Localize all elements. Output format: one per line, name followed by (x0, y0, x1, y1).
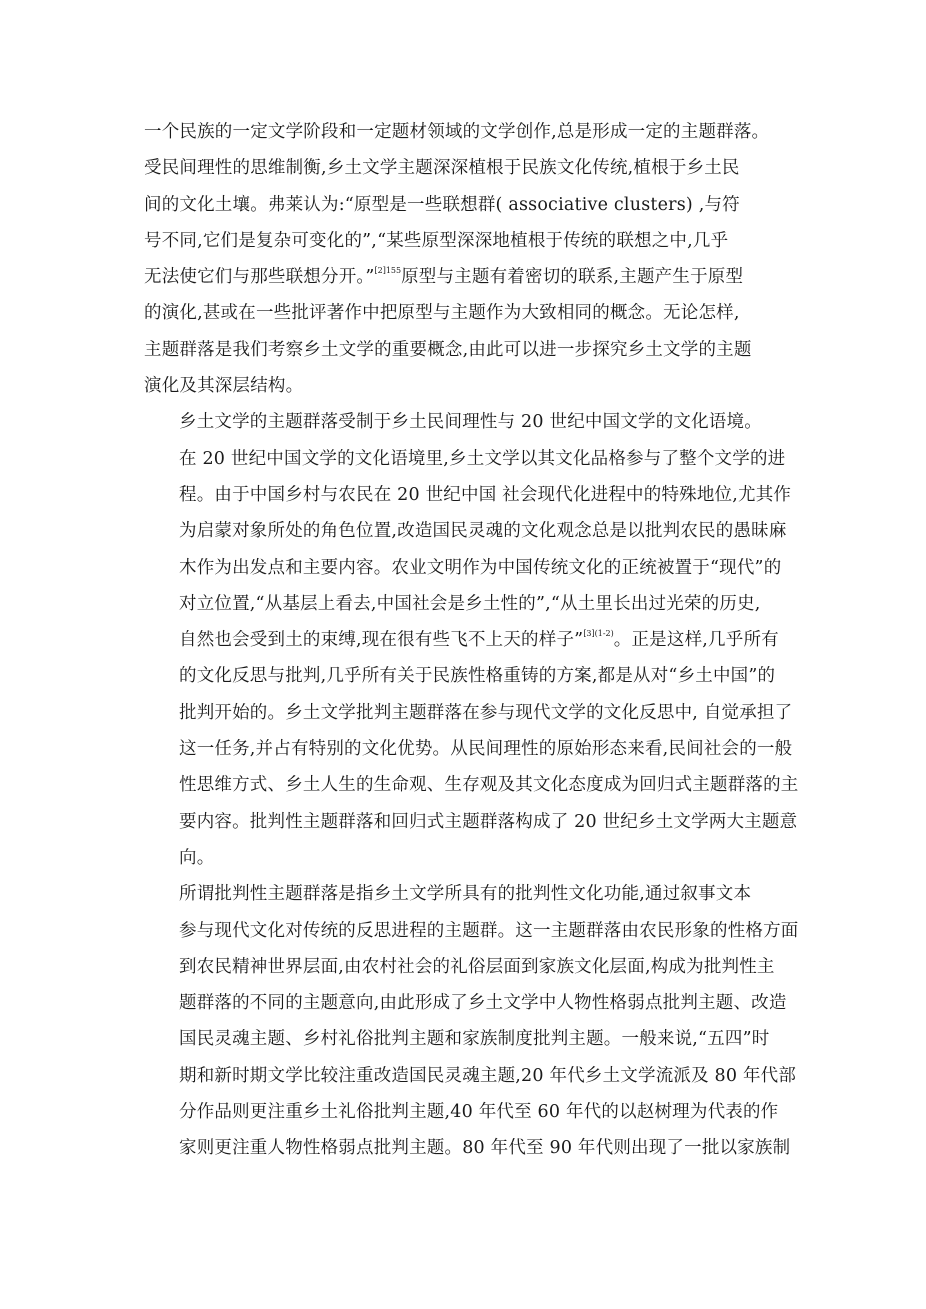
text-segment: 分作品则更注重乡土礼俗批判主题,40 年代至 60 年代的以赵树理为代表的作 (179, 1102, 779, 1123)
text-line (144, 876, 789, 912)
body-text (144, 114, 799, 1167)
text-segment: 在 20 世纪中国文学的文化语境里,乡土文学以其文化品格参与了整个文学的进 (179, 448, 786, 469)
text-segment: 为启蒙对象所处的角色位置,改造国民灵魂的文化观念总是以批判农民的愚昧麻 (179, 521, 787, 542)
text-line (144, 985, 789, 1021)
text-line (144, 1058, 797, 1094)
text-line (144, 695, 793, 731)
text-segment: 无法使它们与那些联想分开。” (144, 267, 375, 288)
paragraph (144, 114, 789, 404)
text-segment: 性思维方式、乡土人生的生命观、生存观及其文化态度成为回归式主题群落的主 (179, 775, 799, 796)
text-segment: 间的文化土壤。弗莱认为:“原型是一些联想群( associative clusters) ,与符 (144, 194, 740, 215)
text-segment: 。正是这样,几乎所有 (613, 630, 779, 651)
text-segment: 国民灵魂主题、乡村礼俗批判主题和家族制度批判主题。一般来说,“五四”时 (179, 1029, 770, 1050)
text-segment: 期和新时期文学比较注重改造国民灵魂主题,20 年代乡土文学流派及 80 年代部 (179, 1065, 797, 1086)
text-line (144, 477, 792, 513)
text-line (144, 332, 789, 368)
text-line (144, 840, 789, 876)
text-segment: 到农民精神世界层面,由农村社会的礼俗层面到家族文化层面,构成为批判性主 (179, 956, 775, 977)
text-line (144, 368, 789, 404)
text-segment: 要内容。批判性主题群落和回归式主题群落构成了 20 世纪乡土文学两大主题意 (179, 811, 798, 832)
text-segment: 批判开始的。乡土文学批判主题群落在参与现代文学的文化反思中, 自觉承担了 (179, 702, 793, 723)
text-segment: 参与现代文化对传统的反思进程的主题群。这一主题群落由农民形象的性格方面 (179, 920, 799, 941)
text-segment: 所谓批判性主题群落是指乡土文学所具有的批判性文化功能,通过叙事文本 (179, 884, 752, 905)
text-line (144, 259, 789, 295)
citation-reference: [3](1-2) (583, 629, 614, 639)
text-line (144, 550, 789, 586)
text-line (144, 1021, 789, 1057)
text-line (144, 114, 789, 150)
text-line (144, 295, 789, 331)
text-segment: 号不同,它们是复杂可变化的”,“某些原型深深地植根于传统的联想之中,几乎 (144, 230, 729, 251)
text-line (144, 622, 789, 658)
text-line (144, 949, 789, 985)
text-segment: 主题群落是我们考察乡土文学的重要概念,由此可以进一步探究乡土文学的主题 (144, 339, 752, 360)
text-segment: 程。由于中国乡村与农民在 20 世纪中国 社会现代化进程中的特殊地位,尤其作 (179, 484, 792, 505)
text-line (144, 223, 789, 259)
text-line (144, 913, 799, 949)
text-segment: 家则更注重人物性格弱点批判主题。80 年代至 90 年代则出现了一批以家族制 (179, 1138, 791, 1159)
paragraph (144, 876, 799, 1166)
text-segment: 的演化,甚或在一些批评著作中把原型与主题作为大致相同的概念。无论怎样, (144, 303, 740, 324)
text-segment: 题群落的不同的主题意向,由此形成了乡土文学中人物性格弱点批判主题、改造 (179, 993, 787, 1014)
text-segment: 木作为出发点和主要内容。农业文明作为中国传统文化的正统被置于“现代”的 (179, 557, 782, 578)
text-line (144, 1130, 789, 1166)
text-segment: 受民间理性的思维制衡,乡土文学主题深深植根于民族文化传统,植根于乡土民 (144, 158, 740, 179)
text-segment: 对立位置,“从基层上看去,中国社会是乡土性的”,“从土里长出过光荣的历史, (179, 593, 761, 614)
text-line (144, 767, 799, 803)
text-line (144, 1094, 789, 1130)
text-segment: 自然也会受到土的束缚,现在很有些飞不上天的样子” (179, 630, 584, 651)
text-line (144, 731, 793, 767)
text-segment: 向。 (179, 847, 215, 868)
text-segment: 原型与主题有着密切的联系,主题产生于原型 (401, 267, 744, 288)
text-line (144, 513, 789, 549)
text-segment: 演化及其深层结构。 (144, 376, 304, 397)
text-segment: 一个民族的一定文学阶段和一定题材领域的文学创作,总是形成一定的主题群落。 (144, 122, 770, 142)
text-line (144, 150, 789, 186)
text-line (144, 404, 789, 440)
text-line (144, 586, 789, 622)
text-segment: 这一任务,并占有特别的文化优势。从民间理性的原始形态来看,民间社会的一般 (179, 739, 793, 760)
citation-reference: [2]155 (374, 266, 402, 276)
text-segment: 乡土文学的主题群落受制于乡土民间理性与 20 世纪中国文学的文化语境。 (179, 412, 762, 433)
text-segment: 的文化反思与批判,几乎所有关于民族性格重铸的方案,都是从对“乡土中国”的 (179, 666, 776, 687)
text-line (144, 804, 798, 840)
text-line (144, 658, 789, 694)
paragraph (144, 404, 799, 876)
text-line (144, 441, 789, 477)
text-line (144, 187, 789, 223)
